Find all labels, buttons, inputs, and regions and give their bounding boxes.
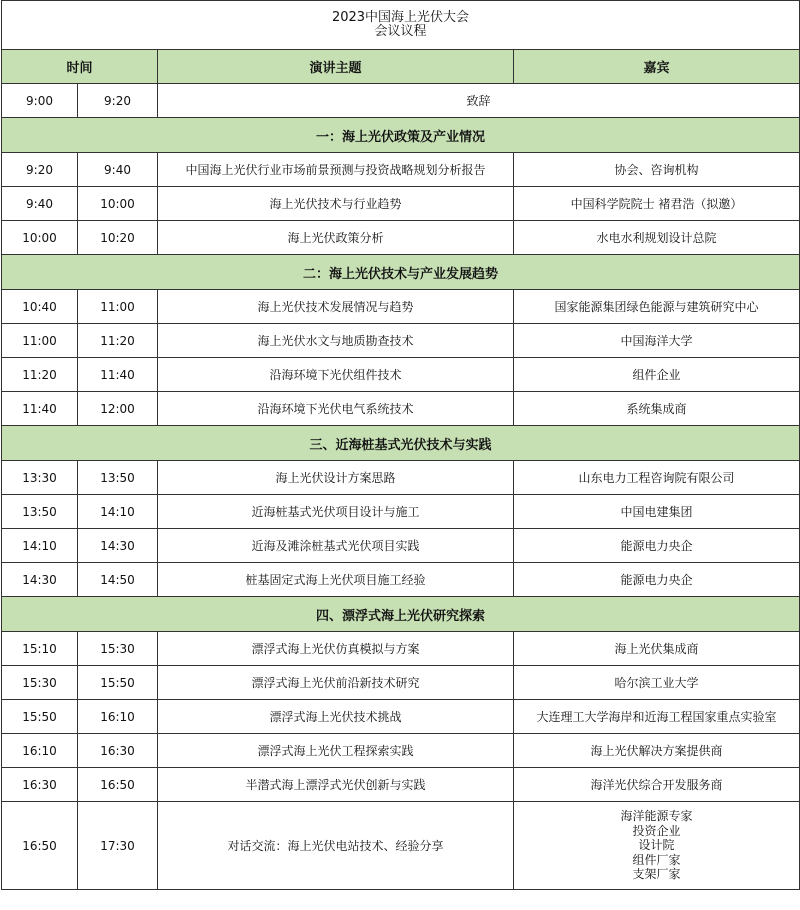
agenda-row [2,324,800,358]
speaker: 海洋光伏综合开发服务商 [514,768,800,802]
end-time: 14:10 [78,495,158,529]
talk-topic: 漂浮式海上光伏前沿新技术研究 [158,666,514,700]
end-time: 14:30 [78,529,158,563]
end-time: 9:20 [78,84,158,118]
speaker: 山东电力工程咨询院有限公司 [514,461,800,495]
start-time: 15:50 [2,700,78,734]
end-time: 17:30 [78,802,158,890]
header-row [2,50,800,84]
talk-topic: 沿海环境下光伏电气系统技术 [158,392,514,426]
end-time: 10:00 [78,187,158,221]
opening-row [2,84,800,118]
talk-topic: 海上光伏技术与行业趋势 [158,187,514,221]
start-time: 14:10 [2,529,78,563]
talk-topic: 中国海上光伏行业市场前景预测与投资战略规划分析报告 [158,153,514,187]
start-time: 16:10 [2,734,78,768]
agenda-row [2,187,800,221]
speaker: 海上光伏集成商 [514,632,800,666]
talk-topic: 海上光伏技术发展情况与趋势 [158,290,514,324]
end-time: 13:50 [78,461,158,495]
end-time: 14:50 [78,563,158,597]
end-time: 10:20 [78,221,158,255]
speaker: 支架厂家 [632,867,681,882]
agenda-row [2,461,800,495]
agenda-row [2,290,800,324]
speaker: 中国海洋大学 [514,324,800,358]
end-time: 11:20 [78,324,158,358]
speaker: 组件厂家 [632,852,681,867]
speaker: 协会、咨询机构 [514,153,800,187]
start-time: 11:40 [2,392,78,426]
section-header-row [2,597,800,632]
section-title: 三、近海桩基式光伏技术与实践 [2,426,800,461]
start-time: 14:30 [2,563,78,597]
speaker: 哈尔滨工业大学 [514,666,800,700]
section-title: 四、漂浮式海上光伏研究探索 [2,597,800,632]
section-title: 一：海上光伏政策及产业情况 [2,118,800,153]
agenda-row [2,734,800,768]
talk-topic: 沿海环境下光伏组件技术 [158,358,514,392]
section-title: 二：海上光伏技术与产业发展趋势 [2,255,800,290]
start-time: 10:00 [2,221,78,255]
speaker: 大连理工大学海岸和近海工程国家重点实验室 [514,700,800,734]
start-time: 15:30 [2,666,78,700]
talk-topic: 半潜式海上漂浮式光伏创新与实践 [158,768,514,802]
speaker: 设计院 [638,838,675,853]
header-time: 时间 [2,50,158,84]
start-time: 13:50 [2,495,78,529]
header-guest: 嘉宾 [514,50,800,84]
speaker-list [514,802,800,890]
end-time: 15:30 [78,632,158,666]
start-time: 11:20 [2,358,78,392]
dialogue-row [2,802,800,890]
speaker: 能源电力央企 [514,563,800,597]
speaker: 投资企业 [632,823,681,838]
speaker: 水电水利规划设计总院 [514,221,800,255]
start-time: 9:00 [2,84,78,118]
end-time: 16:30 [78,734,158,768]
end-time: 11:40 [78,358,158,392]
end-time: 12:00 [78,392,158,426]
start-time: 9:40 [2,187,78,221]
speaker: 系统集成商 [514,392,800,426]
agenda-title [2,1,800,50]
end-time: 16:50 [78,768,158,802]
agenda-row [2,700,800,734]
speaker: 能源电力央企 [514,529,800,563]
start-time: 15:10 [2,632,78,666]
agenda-row [2,358,800,392]
start-time: 13:30 [2,461,78,495]
agenda-row [2,563,800,597]
end-time: 15:50 [78,666,158,700]
end-time: 16:10 [78,700,158,734]
agenda-row [2,392,800,426]
speaker: 国家能源集团绿色能源与建筑研究中心 [514,290,800,324]
title-row [2,1,800,50]
talk-topic: 海上光伏设计方案思路 [158,461,514,495]
talk-topic: 漂浮式海上光伏仿真模拟与方案 [158,632,514,666]
speaker: 中国电建集团 [514,495,800,529]
speaker: 组件企业 [514,358,800,392]
speaker: 海洋能源专家 [620,809,693,824]
talk-topic: 近海桩基式光伏项目设计与施工 [158,495,514,529]
speaker: 海上光伏解决方案提供商 [514,734,800,768]
agenda-row [2,768,800,802]
agenda-row [2,495,800,529]
start-time: 16:30 [2,768,78,802]
talk-topic: 漂浮式海上光伏技术挑战 [158,700,514,734]
talk-topic: 海上光伏政策分析 [158,221,514,255]
agenda-subtitle: 会议议程 [374,24,427,39]
agenda-row [2,153,800,187]
talk-topic: 近海及滩涂桩基式光伏项目实践 [158,529,514,563]
agenda-row [2,221,800,255]
agenda-row [2,666,800,700]
start-time: 10:40 [2,290,78,324]
agenda-row [2,529,800,563]
section-header-row [2,426,800,461]
header-topic: 演讲主题 [158,50,514,84]
end-time: 11:00 [78,290,158,324]
section-header-row [2,255,800,290]
start-time: 11:00 [2,324,78,358]
start-time: 9:20 [2,153,78,187]
talk-topic: 对话交流：海上光伏电站技术、经验分享 [158,802,514,890]
agenda-row [2,632,800,666]
agenda-table [1,0,800,890]
conference-title: 2023中国海上光伏大会 [331,9,470,25]
speaker: 中国科学院院士 褚君浩（拟邀） [514,187,800,221]
talk-topic: 桩基固定式海上光伏项目施工经验 [158,563,514,597]
start-time: 16:50 [2,802,78,890]
talk-topic: 海上光伏水文与地质勘查技术 [158,324,514,358]
end-time: 9:40 [78,153,158,187]
section-header-row [2,118,800,153]
talk-topic: 漂浮式海上光伏工程探索实践 [158,734,514,768]
opening-topic: 致辞 [158,84,800,118]
